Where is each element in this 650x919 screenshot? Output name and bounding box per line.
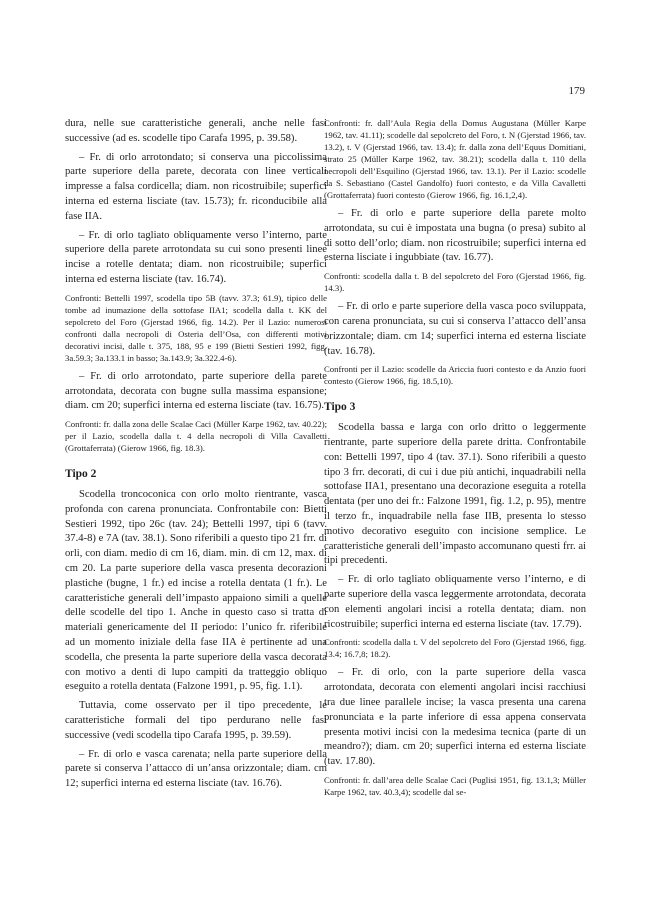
paragraph: Scodella troncoconica con orlo molto rientrante, vasca profonda con carena pronunciata. Confrontabile con: Bietti Sestieri 1992, tipo 26c (tav. 24); Bettelli 1997, tipi 6 (tavv. 37.4-8) e 7A (tav. 38.1). Sono riferibili a questo tipo 21 frr. di orli, con diam. medio di cm 16, diam. min. di cm 12, max. di cm 20. La parte superiore della vasca presenta decorazioni plastiche (bugne, 1 fr.) ed incise a rotella dentata (1 fr.). Le caratteristiche generali dell’impasto appaiono simili a quelle delle scodelle del tipo 1. Anche in questo caso si tratta di materiali genericamente del II periodo: l’unico fr. riferibile ad un momento iniziale della fase IIA è pertinente ad una scodella, che presenta la parte superiore della vasca decorata con motivo a denti di lupo campiti da tratteggio obliquo eseguito a rotella dentata (Falzone 1991, p. 95, fig. 1.1). bbox=[65, 488, 327, 693]
paragraph: – Fr. di orlo e parte superiore della parete molto arrotondata, su cui è impostata una bugna (o presa) subito al di sotto dell’orlo; diam. non ricostruibile; superfici interna ed esterna lisciate i ingubbiate (tav. 16.77). bbox=[324, 208, 586, 264]
paragraph: – Fr. di orlo e vasca carenata; nella parte superiore della parete si conserva l’attacco di un’ansa orizzontale; diam. cm 12; superfici interna ed esterna lisciate (tav. 16.76). bbox=[65, 748, 327, 790]
paragraph: – Fr. di orlo tagliato obliquamente verso l’interno, parte superiore della parete arrotondata su cui sono presenti linee incise a rotelle dentata; diam. non ricostruibile; superfici interna ed esterna lisciate (tav. 16.74). bbox=[65, 229, 327, 285]
paragraph: Scodella bassa e larga con orlo dritto o leggermente rientrante, parte superiore della parete dritta. Confrontabile con: Bettelli 1997, tipo 4 (tav. 37.1). Sono riferibili a questo tipo 3 frr. decorati, di cui i due più antichi, inquadrabili nella sottofase IIA1, presentano una decorazione eseguita a rotella dentata (per uno dei fr.: Falzone 1991, fig. 1.2, p. 95), mentre il terzo fr., inquadrabile nella fase IIB, presenta lo stesso motivo decorativo eseguito con incisione semplice. Le caratteristiche generali dell’impasto accomunano questi frr. ai tipi precedenti. bbox=[324, 422, 586, 567]
paragraph: – Fr. di orlo arrotondato; si conserva una piccolissima parte superiore della parete, decorata con linee verticali impresse a falsa cordicella; diam. non ricostruibile; superfici interna ed esterna lisciate (tav. 15.73); fr. riconducibile alla fase IIA. bbox=[65, 151, 327, 222]
comparison-note: Confronti: scodella dalla t. B del sepolcreto del Foro (Gjerstad 1966, fig. 14.3). bbox=[324, 271, 586, 294]
paragraph: – Fr. di orlo tagliato obliquamente verso l’interno, e di parte superiore della vasca leggermente arrotondata, decorata con elementi angolari incisi a rotella dentata; diam. non ricostruibile; superfici interna ed esterna lisciate (tav. 17.79). bbox=[324, 574, 586, 630]
comparison-note: Confronti: scodella dalla t. V del sepolcreto del Foro (Gjerstad 1966, figg. 13.4; 16.7,8; 18.2). bbox=[324, 637, 586, 660]
right-column bbox=[324, 117, 586, 804]
left-column bbox=[65, 117, 327, 796]
comparison-note: Confronti per il Lazio: scodelle da Ariccia fuori contesto e da Anzio fuori contesto (Gierow 1966, fig. 18.5,10). bbox=[324, 364, 586, 387]
paragraph: – Fr. di orlo arrotondato, parte superiore della parete arrotondata, decorata con bugne sulla massima espansione; diam. cm 20; superfici interna ed esterna lisciate (tav. 16.75). bbox=[65, 370, 327, 412]
section-heading: Tipo 2 bbox=[65, 468, 97, 481]
paragraph: – Fr. di orlo, con la parte superiore della vasca arrotondata, decorata con elementi angolari incisi racchiusi tra due linee parallele incise; la vasca presenta una carena pronunciata e la parte inferiore di essa appena conservata presenta motivi incisi con la medesima tecnica (parte di un meandro?); diam. cm 20; superfici interna ed esterna lisciate (tav. 17.80). bbox=[324, 667, 586, 768]
paragraph: dura, nelle sue caratteristiche generali, anche nelle fasi successive (ad es. scodelle tipo Carafa 1995, p. 39.58). bbox=[65, 118, 327, 144]
comparison-note: Confronti: fr. dalla zona delle Scalae Caci (Müller Karpe 1962, tav. 40.22); per il Lazio, scodella dalla t. 4 della necropoli di Villa Cavalletti (Grottaferrata) (Gierow 1966, fig. 18.3). bbox=[65, 419, 327, 454]
page-number: 179 bbox=[568, 85, 585, 97]
paragraph: Tuttavia, come osservato per il tipo precedente, le caratteristiche formali del tipo perdurano nelle fasi successive (vedi scodella tipo Carafa 1995, p. 39.59). bbox=[65, 700, 327, 741]
section-heading: Tipo 3 bbox=[324, 401, 356, 414]
comparison-note: Confronti: fr. dall’area delle Scalae Caci (Puglisi 1951, fig. 13.1,3; Müller Karpe 1962, tav. 40.3,4); scodelle dal se- bbox=[324, 774, 586, 797]
paragraph: – Fr. di orlo e parte superiore della vasca poco sviluppata, con carena pronunciata, su cui si conserva l’attacco dell’ansa orizzontale; diam. cm 14; superfici interna ed esterna lisciate (tav. 16.78). bbox=[324, 301, 586, 357]
comparison-note: Confronti: Bettelli 1997, scodella tipo 5B (tavv. 37.3; 61.9), tipico delle tombe ad inumazione della sottofase IIA1; scodella dalla t. KK del sepolcreto del Foro (Gjerstad 1966, fig. 14.2). Per il Lazio: numerosi confronti dalla necropoli di Osteria dell’Osa, con differenti motivi decorativi incisi, dalle t. 375, 188, 95 e 199 (Bietti Sestieri 1992, figg. 3a.59.3; 3a.133.1 in basso; 3a.143.9; 3a.322.4-6). bbox=[65, 292, 327, 363]
comparison-note: Confronti: fr. dall’Aula Regia della Domus Augustana (Müller Karpe 1962, tav. 41.11); scodelle dal sepolcreto del Foro, t. N (Gjerstad 1966, tav. 13.2), t. V (Gjerstad 1966, tav. 13.4); fr. dalla zona dell’Equus Domitiani, strato 25 (Müller Karpe 1962, tav. 38.21); scodella dalla t. 110 della necropoli dell’Esquilino (Gjerstad 1966, tav. 13.1). Per il Lazio: scodelle da S. Sebastiano (Castel Gandolfo) fuori contesto, e da Villa Cavalletti (Grottaferrata) fuori contesto (Gierow 1966, fig. 16.1,2,4). bbox=[324, 118, 586, 200]
